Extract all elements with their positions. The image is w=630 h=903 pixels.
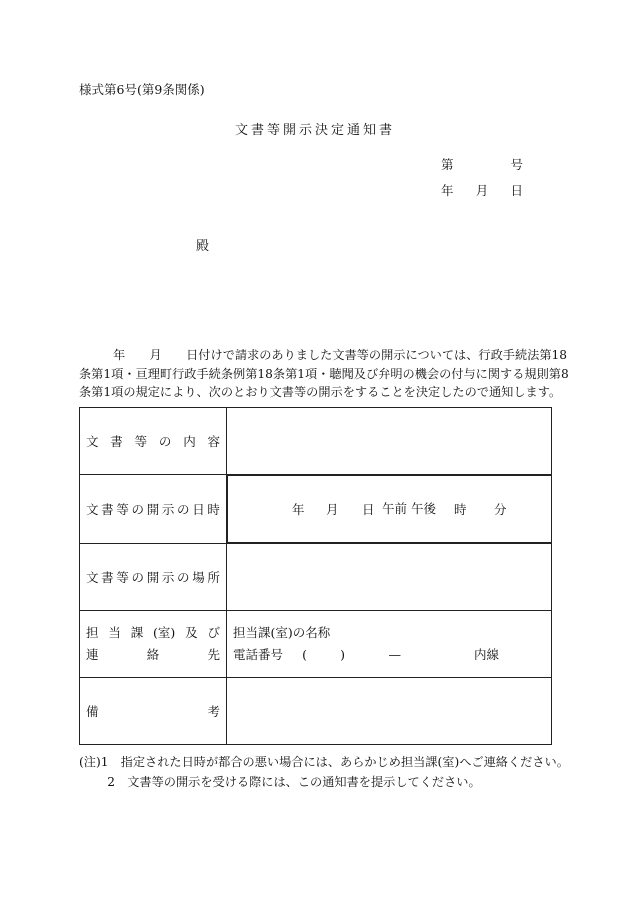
value-disclosure-place[interactable] — [227, 544, 552, 611]
label-char: 等 — [116, 502, 129, 517]
issue-date-row — [441, 181, 523, 199]
label-char: び — [207, 625, 220, 640]
label-char: の — [158, 434, 172, 449]
label-char: 等 — [134, 434, 148, 449]
label-char: 文 — [86, 434, 99, 449]
label-char: 開 — [146, 570, 160, 585]
label-char: 絡 — [146, 647, 160, 662]
label-char: 及 — [185, 625, 198, 640]
label-char: の — [177, 502, 190, 517]
label-char: 担 — [86, 625, 99, 640]
label-char: 等 — [116, 570, 129, 585]
label-char: 考 — [207, 704, 220, 719]
notes — [79, 752, 569, 792]
pm-label: 午後 — [411, 501, 437, 516]
phone-dash: — — [388, 647, 401, 662]
label-char: 時 — [207, 502, 220, 517]
label-char: の — [177, 570, 190, 585]
body-line-2: 条第1項・亘理町行政手続条例第18条第1項・聴聞及び弁明の機会の付与に関する規則第8 — [79, 366, 569, 381]
number-suffix: 号 — [510, 157, 523, 172]
value-disclosure-datetime[interactable] — [227, 475, 552, 543]
value-remarks[interactable] — [227, 678, 552, 745]
disclosure-table — [79, 407, 552, 745]
body-line-1: 年 月 日付けで請求のありました文書等の開示については、行政手続法第18 — [113, 348, 568, 362]
label-char: の — [131, 502, 145, 517]
table-row — [80, 611, 552, 678]
addressee-honorific: 殿 — [196, 239, 210, 254]
note-1: (注)1 指定された日時が都合の悪い場合には、あらかじめ担当課(室)へご連絡ください。 — [79, 755, 569, 769]
label-disclosure-place — [80, 544, 227, 611]
dt-day: 日 — [362, 502, 375, 517]
dt-minute: 分 — [494, 502, 507, 517]
label-disclosure-datetime — [80, 475, 227, 544]
label-contact — [80, 611, 227, 678]
label-char: 開 — [146, 502, 160, 517]
label-char: の — [131, 570, 145, 585]
paren-open: ( — [302, 647, 307, 662]
year-label: 年 — [441, 183, 454, 198]
month-label: 月 — [475, 183, 489, 198]
document-number-row — [441, 155, 523, 173]
label-char: 示 — [161, 570, 175, 585]
phone-label: 電話番号 — [233, 647, 284, 662]
phone-row — [233, 644, 551, 666]
label-char: 課 — [130, 625, 144, 640]
table-row — [80, 408, 552, 475]
dt-year: 年 — [292, 502, 305, 517]
table-row — [80, 475, 552, 544]
label-char: (室) — [153, 625, 176, 640]
department-name-label: 担当課(室)の名称 — [233, 625, 331, 640]
label-char: 示 — [161, 502, 175, 517]
label-char: 先 — [207, 647, 220, 662]
label-char: 当 — [108, 625, 121, 640]
extension-label: 内線 — [473, 647, 499, 662]
label-char: 書 — [110, 434, 123, 449]
table-row — [80, 678, 552, 745]
notice-body — [79, 346, 569, 402]
label-char: 所 — [207, 570, 220, 585]
dt-hour: 時 — [454, 502, 467, 517]
body-line-3: 条第1項の規定により、次のとおり文書等の開示をすることを決定したので通知します。 — [79, 385, 562, 399]
label-char: 場 — [192, 570, 205, 585]
label-char: 備 — [86, 704, 99, 719]
label-char: 内 — [183, 434, 196, 449]
value-document-content[interactable] — [227, 408, 552, 475]
label-remarks — [80, 678, 227, 745]
label-document-content — [80, 408, 227, 475]
am-label: 午前 — [382, 501, 408, 516]
label-char: 日 — [192, 502, 205, 517]
label-char: 連 — [86, 647, 99, 662]
label-char: 文 — [86, 502, 99, 517]
label-char: 書 — [101, 570, 114, 585]
note-2: 2 文書等の開示を受ける際には、この通知書を提示してください。 — [79, 775, 481, 789]
label-char: 書 — [101, 502, 114, 517]
form-number: 様式第6号(第9条関係) — [79, 82, 205, 97]
label-char: 文 — [86, 570, 99, 585]
document-title: 文書等開示決定通知書 — [234, 123, 395, 138]
dt-month: 月 — [326, 502, 339, 517]
am-pm-choice — [382, 501, 454, 517]
day-label: 日 — [510, 183, 523, 198]
table-row — [80, 544, 552, 611]
paren-close: ) — [340, 647, 345, 662]
label-char: 容 — [207, 434, 220, 449]
number-prefix: 第 — [441, 157, 454, 172]
value-contact[interactable] — [227, 611, 552, 678]
